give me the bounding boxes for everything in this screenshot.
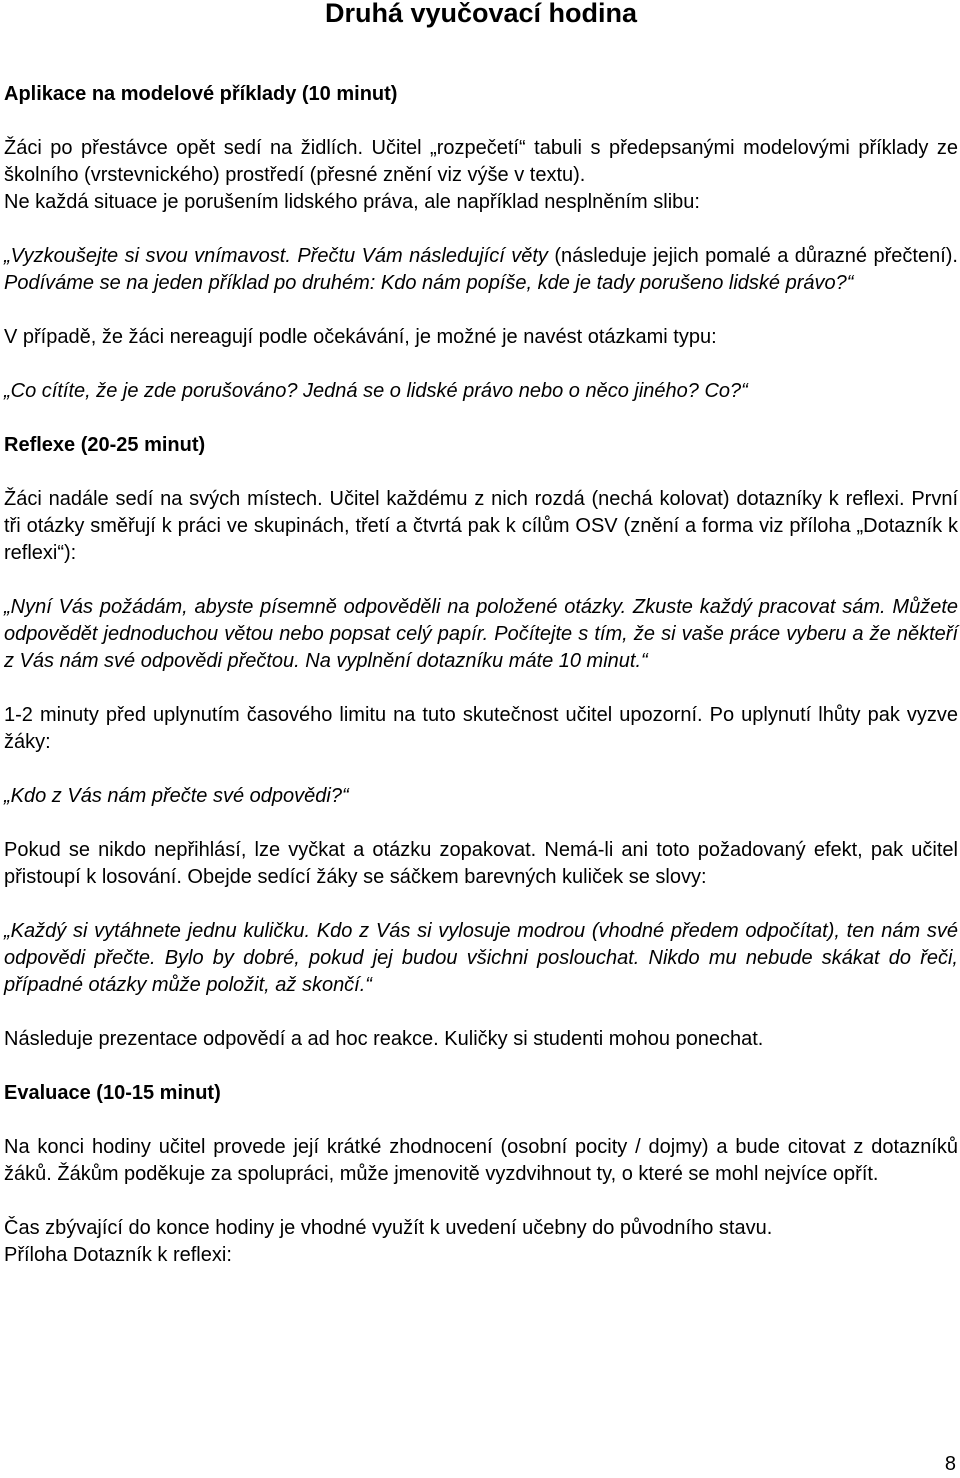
page-title: Druhá vyučovací hodina bbox=[324, 0, 638, 28]
document-page bbox=[4, 0, 958, 1269]
quote-text: „Vyzkoušejte si svou vnímavost. Přečtu Vám následující věty bbox=[4, 245, 548, 267]
heading-evaluace: Evaluace (10-15 minut) bbox=[4, 1082, 221, 1104]
paragraph-aplikace-4 bbox=[4, 378, 958, 405]
paragraph-reflexe-5: Pokud se nikdo nepřihlásí, lze vyčkat a otázku zopakovat. Nemá-li ani toto požadovaný efekt, pak učitel přistoupí k losování. Obejde sedící žáky se sáčkem barevných kuliček se slovy: bbox=[4, 839, 958, 888]
paragraph-evaluace-2: Čas zbývající do konce hodiny je vhodné využít k uvedení učebny do původního stavu. bbox=[4, 1217, 773, 1239]
paragraph-reflexe-4 bbox=[4, 783, 958, 810]
stage-direction: (následuje jejich pomalé a důrazné přečtení). bbox=[547, 245, 958, 267]
heading-reflexe: Reflexe (20-25 minut) bbox=[4, 434, 206, 456]
quote-text: „Každý si vytáhnete jednu kuličku. Kdo z Vás si vylosuje modrou (vhodné předem odpočítat), ten nám své odpovědi přečte. Bylo by dobré, pokud jej budou všichni poslouchat. Nikdo mu nebude skákat do řeči, případné otázky může položit, až skončí.“ bbox=[4, 920, 958, 996]
paragraph-reflexe-3: 1-2 minuty před uplynutím časového limitu na tuto skutečnost učitel upozorní. Po uplynutí lhůty pak vyzve žáky: bbox=[4, 704, 958, 753]
paragraph-aplikace-2 bbox=[4, 243, 958, 297]
paragraph-reflexe-7: Následuje prezentace odpovědí a ad hoc reakce. Kuličky si studenti mohou ponechat. bbox=[4, 1028, 764, 1050]
paragraph-evaluace-3: Příloha Dotazník k reflexi: bbox=[4, 1244, 232, 1266]
quote-text: Podíváme se na jeden příklad po druhém: Kdo nám popíše, kde je tady porušeno lidské právo?“ bbox=[4, 272, 854, 294]
page-number: 8 bbox=[944, 1453, 956, 1475]
paragraph-reflexe-6 bbox=[4, 918, 958, 999]
quote-text: „Nyní Vás požádám, abyste písemně odpověděli na položené otázky. Zkuste každý pracovat sám. Můžete odpovědět jednoduchou větou nebo popsat celý papír. Počítejte s tím, že si vaše práce vyberu a že někteří z Vás nám své odpovědi přečtou. Na vyplnění dotazníku máte 10 minut.“ bbox=[4, 596, 958, 672]
quote-text: „Co cítíte, že je zde porušováno? Jedná se o lidské právo nebo o něco jiného? Co?“ bbox=[4, 380, 748, 402]
heading-aplikace: Aplikace na modelové příklady (10 minut) bbox=[4, 83, 398, 105]
paragraph-aplikace-1b: Ne každá situace je porušením lidského práva, ale například nesplněním slibu: bbox=[4, 191, 700, 213]
paragraph-reflexe-1: Žáci nadále sedí na svých místech. Učitel každému z nich rozdá (nechá kolovat) dotazníky k reflexi. První tři otázky směřují k práci ve skupinách, třetí a čtvrtá pak k cílům OSV (znění a forma viz příloha „Dotazník k reflexi“): bbox=[4, 488, 958, 564]
quote-text: „Kdo z Vás nám přečte své odpovědi?“ bbox=[4, 785, 349, 807]
paragraph-reflexe-2 bbox=[4, 594, 958, 675]
paragraph-aplikace-1a: Žáci po přestávce opět sedí na židlích. Učitel „rozpečetí“ tabuli s předepsanými modelovými příklady ze školního (vrstevnického) prostředí (přesné znění viz výše v textu). bbox=[4, 137, 958, 186]
paragraph-aplikace-3: V případě, že žáci nereagují podle očekávání, je možné je navést otázkami typu: bbox=[4, 326, 717, 348]
paragraph-evaluace-1: Na konci hodiny učitel provede její krátké zhodnocení (osobní pocity / dojmy) a bude citovat z dotazníků žáků. Žákům poděkuje za spolupráci, může jmenovitě vyzdvihnout ty, o které se mohl nejvíce opřít. bbox=[4, 1136, 958, 1185]
